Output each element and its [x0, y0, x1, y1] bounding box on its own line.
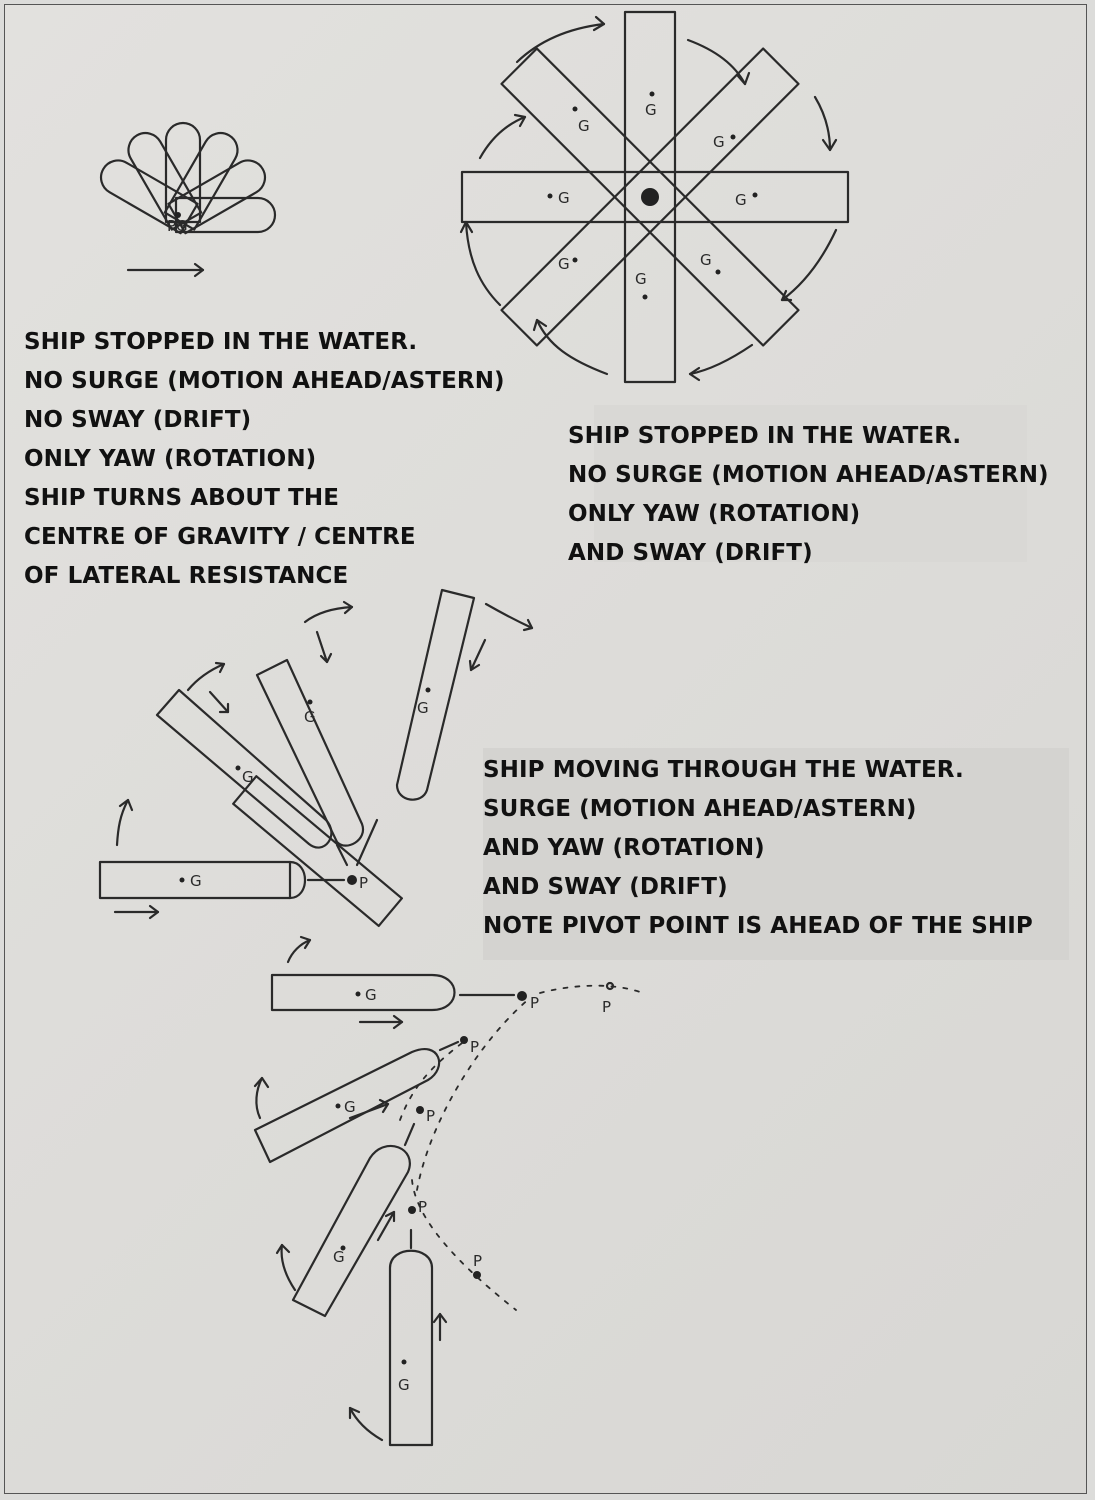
- note-line: AND SWAY (DRIFT): [483, 874, 728, 900]
- ship-outline: [122, 127, 201, 230]
- sway-arrow: [210, 692, 228, 712]
- note-line: SHIP STOPPED IN THE WATER.: [568, 423, 962, 449]
- note-line: ONLY YAW (ROTATION): [568, 501, 861, 527]
- pivot-point-dot: [416, 1106, 424, 1114]
- rotation-arrow: [688, 40, 745, 84]
- g-dot: [356, 992, 361, 997]
- g-dot: [236, 766, 241, 771]
- arrow-head: [277, 1245, 289, 1253]
- diagram-moving-fan: [100, 590, 532, 926]
- g-label: G: [333, 1248, 345, 1266]
- ship-outline: [397, 590, 474, 800]
- g-label: G: [365, 986, 377, 1004]
- rotation-arrow: [690, 345, 752, 374]
- g-label: G: [344, 1098, 356, 1116]
- note-stopped-pivot-at-g: [24, 323, 544, 596]
- ship-outline: [233, 776, 402, 926]
- ship-outline: [293, 1146, 410, 1316]
- pivot-label: P: [470, 1038, 480, 1056]
- pivot-line: [440, 1042, 458, 1050]
- pivot-track: [540, 986, 640, 993]
- pivot-label: P: [602, 998, 612, 1016]
- yaw-arrow: [350, 1408, 382, 1440]
- note-moving: [483, 748, 1069, 960]
- g-label: G: [735, 191, 747, 209]
- ship-bow: [290, 862, 305, 898]
- pivot-point-dot: [347, 875, 357, 885]
- g-label: G: [713, 133, 725, 151]
- g-dot: [716, 270, 721, 275]
- ship-outline: [272, 975, 455, 1010]
- pivot-line: [405, 1124, 414, 1145]
- pivot-label: P: [359, 874, 369, 892]
- arrow-head: [594, 17, 604, 30]
- note-line: NOTE PIVOT POINT IS AHEAD OF THE SHIP: [483, 913, 1033, 939]
- pivot-g-label: PG: [167, 217, 188, 235]
- g-label: G: [578, 117, 590, 135]
- yaw-arrow: [486, 604, 532, 628]
- g-label: G: [398, 1376, 410, 1394]
- pivot-label: P: [426, 1107, 436, 1125]
- g-label: G: [417, 699, 429, 717]
- rotation-arrow: [815, 97, 830, 150]
- note-line: AND YAW (ROTATION): [483, 835, 765, 861]
- g-label: G: [190, 872, 202, 890]
- rotation-arrow: [480, 117, 525, 158]
- note-line: NO SURGE (MOTION AHEAD/ASTERN): [24, 368, 505, 394]
- pivot-point-dot: [517, 991, 527, 1001]
- g-label: G: [558, 189, 570, 207]
- g-dot: [548, 194, 553, 199]
- pivot-track: [417, 998, 530, 1190]
- ship-outline: [390, 1251, 432, 1445]
- g-label: G: [635, 270, 647, 288]
- g-label: G: [558, 255, 570, 273]
- rotation-arrow: [537, 320, 607, 374]
- yaw-arrow: [305, 607, 352, 622]
- note-line: ONLY YAW (ROTATION): [24, 446, 317, 472]
- pivot-label: P: [473, 1252, 483, 1270]
- g-dot: [573, 107, 578, 112]
- g-dot: [753, 193, 758, 198]
- pivot-point-dot: [641, 188, 659, 206]
- arrow-head: [255, 1078, 268, 1087]
- note-line: NO SURGE (MOTION AHEAD/ASTERN): [568, 462, 1049, 488]
- g-label: G: [645, 101, 657, 119]
- note-line: SHIP MOVING THROUGH THE WATER.: [483, 757, 964, 783]
- note-line: AND SWAY (DRIFT): [568, 540, 813, 566]
- diagram-turning-path: [255, 937, 640, 1445]
- surge-arrow: [350, 1104, 388, 1118]
- g-dot: [180, 878, 185, 883]
- g-dot: [336, 1104, 341, 1109]
- diagram-stopped-rosette: [95, 123, 275, 276]
- g-dot: [650, 92, 655, 97]
- pivot-label: P: [418, 1198, 428, 1216]
- rotation-arrow: [782, 230, 836, 300]
- note-line: SHIP TURNS ABOUT THE: [24, 485, 340, 511]
- pivot-point-dot: [408, 1206, 416, 1214]
- g-label: G: [700, 251, 712, 269]
- note-line: SURGE (MOTION AHEAD/ASTERN): [483, 796, 917, 822]
- yaw-arrow: [188, 664, 224, 690]
- note-line: CENTRE OF GRAVITY / CENTRE: [24, 524, 416, 550]
- note-line: OF LATERAL RESISTANCE: [24, 563, 349, 589]
- note-stopped-with-sway: [568, 405, 1049, 566]
- note-line: NO SWAY (DRIFT): [24, 407, 252, 433]
- g-label: G: [304, 708, 316, 726]
- pivot-line: [357, 820, 377, 865]
- yaw-arrow: [117, 800, 128, 845]
- g-dot: [308, 700, 313, 705]
- note-line: SHIP STOPPED IN THE WATER.: [24, 329, 418, 355]
- rotation-arrow: [466, 222, 500, 305]
- g-dot: [731, 135, 736, 140]
- g-dot: [426, 688, 431, 693]
- g-dot: [402, 1360, 407, 1365]
- pivot-label: P: [530, 994, 540, 1012]
- g-dot: [573, 258, 578, 263]
- pivot-track: [412, 1180, 516, 1310]
- g-dot: [643, 295, 648, 300]
- g-label: G: [242, 768, 254, 786]
- ship-outline: [257, 660, 363, 846]
